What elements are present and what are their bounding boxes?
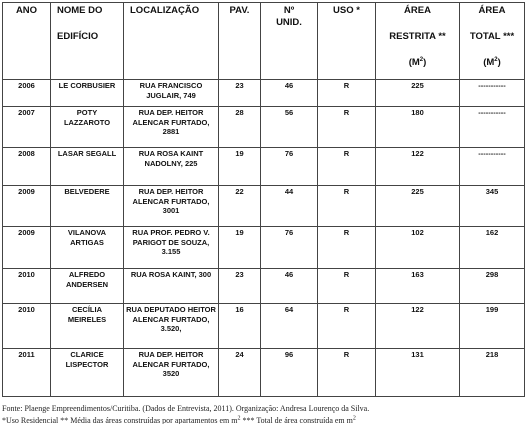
cell-ano: 2006 [3,80,51,107]
cell-nome: CLARICE LISPECTOR [51,349,124,397]
table-footer [2,403,526,424]
cell-ano: 2011 [3,349,51,397]
cell-uso: R [318,304,376,349]
cell-localizacao: RUA DEP. HEITOR ALENCAR FURTADO, 2881 [124,107,219,148]
cell-ano: 2009 [3,186,51,227]
cell-nome: CECÍLIA MEIRELES [51,304,124,349]
cell-uso: R [318,186,376,227]
cell-area-restrita: 102 [376,227,460,269]
table-row [3,269,525,304]
cell-unid: 76 [261,227,318,269]
cell-unid: 76 [261,148,318,186]
cell-area-total: 298 [460,269,525,304]
cell-nome: LE CORBUSIER [51,80,124,107]
cell-localizacao: RUA PROF. PEDRO V. PARIGOT DE SOUZA, 3.155 [124,227,219,269]
cell-area-restrita: 122 [376,148,460,186]
table-row [3,349,525,397]
cell-localizacao: RUA ROSA KAINT, 300 [124,269,219,304]
cell-localizacao: RUA DEP. HEITOR ALENCAR FURTADO, 3001 [124,186,219,227]
table-row [3,186,525,227]
cell-pav: 19 [219,227,261,269]
cell-uso: R [318,349,376,397]
cell-unid: 56 [261,107,318,148]
cell-uso: R [318,107,376,148]
cell-pav: 24 [219,349,261,397]
cell-area-total: 199 [460,304,525,349]
cell-ano: 2009 [3,227,51,269]
cell-ano: 2007 [3,107,51,148]
cell-ano: 2010 [3,304,51,349]
cell-area-restrita: 131 [376,349,460,397]
cell-unid: 96 [261,349,318,397]
cell-ano: 2008 [3,148,51,186]
cell-area-total: 218 [460,349,525,397]
cell-unid: 46 [261,269,318,304]
cell-localizacao: RUA FRANCISCO JUGLAIR, 749 [124,80,219,107]
cell-area-total: 345 [460,186,525,227]
legend-note: *Uso Residencial ** Média das áreas construídas por apartamentos em $m^2$ *** Total de área construída em $m^2$ [2,415,356,424]
table-row [3,80,525,107]
cell-localizacao: RUA ROSA KAINT NADOLNY, 225 [124,148,219,186]
source-note: Fonte: Plaenge Empreendimentos/Curitiba. (Dados de Entrevista, 2011). Organização: Andresa Lourenço da Silva. [2,404,370,413]
table-row [3,148,525,186]
cell-nome: VILANOVA ARTIGAS [51,227,124,269]
cell-area-restrita: 180 [376,107,460,148]
cell-pav: 16 [219,304,261,349]
cell-area-restrita: 225 [376,186,460,227]
cell-localizacao: RUA DEP. HEITOR ALENCAR FURTADO, 3520 [124,349,219,397]
cell-nome: ALFREDO ANDERSEN [51,269,124,304]
cell-pav: 23 [219,269,261,304]
cell-unid: 64 [261,304,318,349]
header-pav: PAV. [219,3,261,80]
cell-localizacao: RUA DEPUTADO HEITOR ALENCAR FURTADO, 3.520, [124,304,219,349]
cell-area-total: ----------- [460,107,525,148]
cell-nome: BELVEDERE [51,186,124,227]
table-row [3,107,525,148]
header-nome: NOME DO EDIFÍCIO [51,3,124,80]
cell-uso: R [318,227,376,269]
buildings-table [2,2,525,397]
cell-uso: R [318,148,376,186]
cell-pav: 23 [219,80,261,107]
cell-unid: 44 [261,186,318,227]
cell-pav: 28 [219,107,261,148]
cell-unid: 46 [261,80,318,107]
header-area-total: ÁREA TOTAL *** $(M^2)$ [460,3,525,80]
cell-area-restrita: 225 [376,80,460,107]
cell-pav: 22 [219,186,261,227]
cell-nome: POTY LAZZAROTO [51,107,124,148]
cell-area-total: 162 [460,227,525,269]
cell-area-total: ----------- [460,148,525,186]
header-ano: ANO [3,3,51,80]
header-area-restrita: ÁREA RESTRITA ** $(M^2)$ [376,3,460,80]
cell-pav: 19 [219,148,261,186]
header-localizacao: LOCALIZAÇÃO [124,3,219,80]
header-uso: USO * [318,3,376,80]
header-unid: Nº UNID. [261,3,318,80]
table-row [3,304,525,349]
cell-area-total: ----------- [460,80,525,107]
cell-nome: LASAR SEGALL [51,148,124,186]
cell-ano: 2010 [3,269,51,304]
table-row [3,227,525,269]
cell-area-restrita: 163 [376,269,460,304]
cell-uso: R [318,80,376,107]
cell-area-restrita: 122 [376,304,460,349]
header-row [3,3,525,80]
cell-uso: R [318,269,376,304]
